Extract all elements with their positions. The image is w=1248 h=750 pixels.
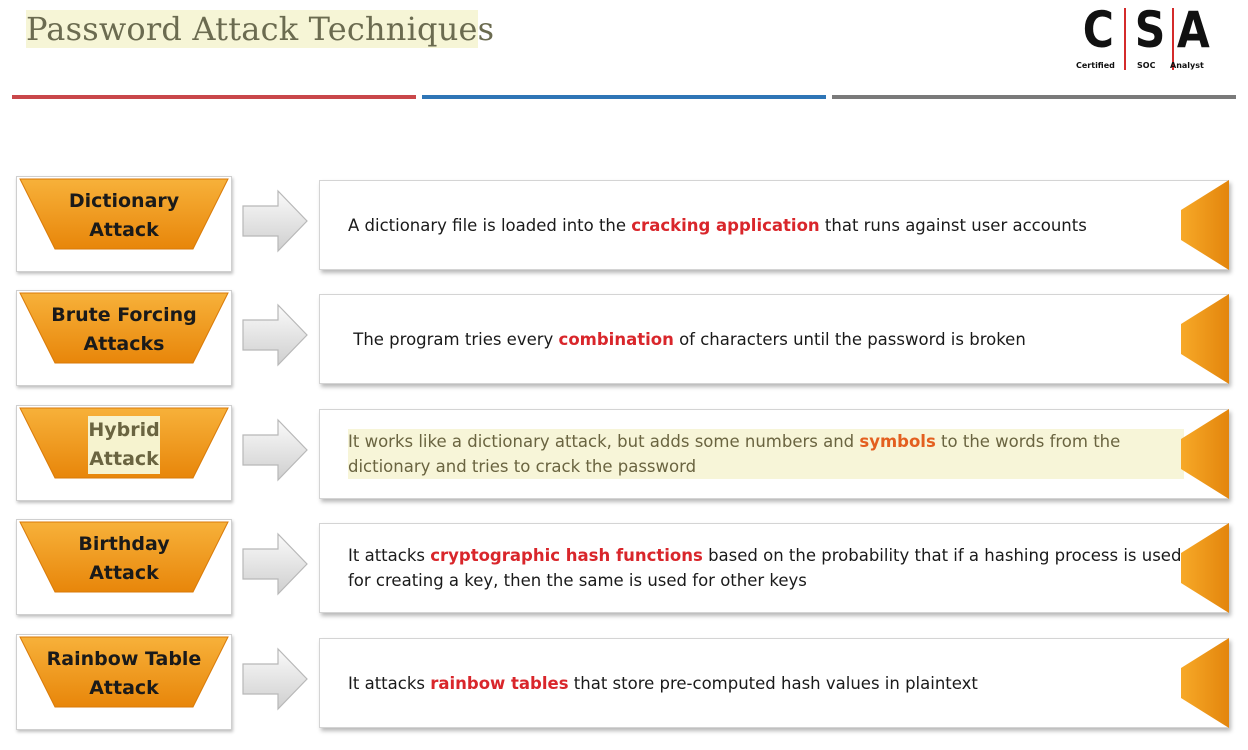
page-title-tail: s xyxy=(477,10,495,48)
attack-label-box xyxy=(16,519,232,615)
attack-label-box xyxy=(16,405,232,501)
logo-subtitle-certified: Certified xyxy=(1076,61,1115,70)
logo-subtitle-analyst: Analyst xyxy=(1170,61,1204,70)
right-arrow-icon xyxy=(240,417,310,483)
attack-description-box xyxy=(319,638,1229,728)
attack-label: Dictionary Attack xyxy=(68,190,180,241)
attack-keyword: combination xyxy=(558,329,674,349)
attack-row xyxy=(16,405,1232,503)
logo-letter-s: S xyxy=(1134,1,1166,59)
page-title xyxy=(26,10,494,48)
attack-row xyxy=(16,634,1232,732)
orange-side-tab-shape xyxy=(1181,409,1229,499)
divider-blue xyxy=(422,95,826,99)
attack-description: The program tries every combination of characters until the password is broken xyxy=(348,329,1026,349)
attack-label: Birthday Attack xyxy=(78,533,170,584)
orange-side-tab-shape xyxy=(1181,180,1229,270)
orange-side-tab-shape xyxy=(1181,523,1229,613)
orange-side-tab-shape xyxy=(1181,294,1229,384)
right-arrow-icon xyxy=(240,531,310,597)
attack-label: Hybrid Attack xyxy=(17,412,231,478)
logo-subtitle-soc: SOC xyxy=(1137,61,1156,70)
attack-description-box xyxy=(319,409,1229,499)
attack-description-box xyxy=(319,180,1229,270)
attack-description: It works like a dictionary attack, but adds some numbers and symbols to the words from the dictionary and tries to crack the password xyxy=(348,410,1184,498)
logo-letter-a: A xyxy=(1176,1,1210,59)
right-arrow-icon xyxy=(240,646,310,712)
logo-letter-c: C xyxy=(1082,1,1114,59)
attack-keyword: cryptographic hash functions xyxy=(430,546,703,565)
orange-side-tab-shape xyxy=(1181,638,1229,728)
attack-description: It attacks cryptographic hash functions based on the probability that if a hashing process is used for creating a key, then the same is used for other keys xyxy=(348,546,1182,590)
attack-keyword: cracking application xyxy=(631,215,820,235)
attack-label: Rainbow Table Attack xyxy=(46,648,202,699)
attack-description: It attacks rainbow tables that store pre-computed hash values in plaintext xyxy=(348,673,978,693)
attack-keyword: symbols xyxy=(859,432,936,451)
attack-label-box xyxy=(16,176,232,272)
right-arrow-icon xyxy=(240,188,310,254)
right-arrow-icon xyxy=(240,302,310,368)
attack-row xyxy=(16,290,1232,388)
attack-description: A dictionary file is loaded into the cracking application that runs against user accounts xyxy=(348,215,1087,235)
attack-row xyxy=(16,176,1232,274)
csa-logo xyxy=(1072,1,1212,76)
attack-row xyxy=(16,519,1232,617)
attack-keyword: rainbow tables xyxy=(430,673,569,693)
page-title-main: Password Attack Technique xyxy=(26,10,478,48)
divider-gray xyxy=(832,95,1236,99)
attack-label-box xyxy=(16,290,232,386)
logo-divider-left xyxy=(1124,8,1126,70)
attack-label: Brute Forcing Attacks xyxy=(51,304,197,355)
attack-description-box xyxy=(319,294,1229,384)
attack-label-box xyxy=(16,634,232,730)
divider-red xyxy=(12,95,416,99)
attack-description-box xyxy=(319,523,1229,613)
